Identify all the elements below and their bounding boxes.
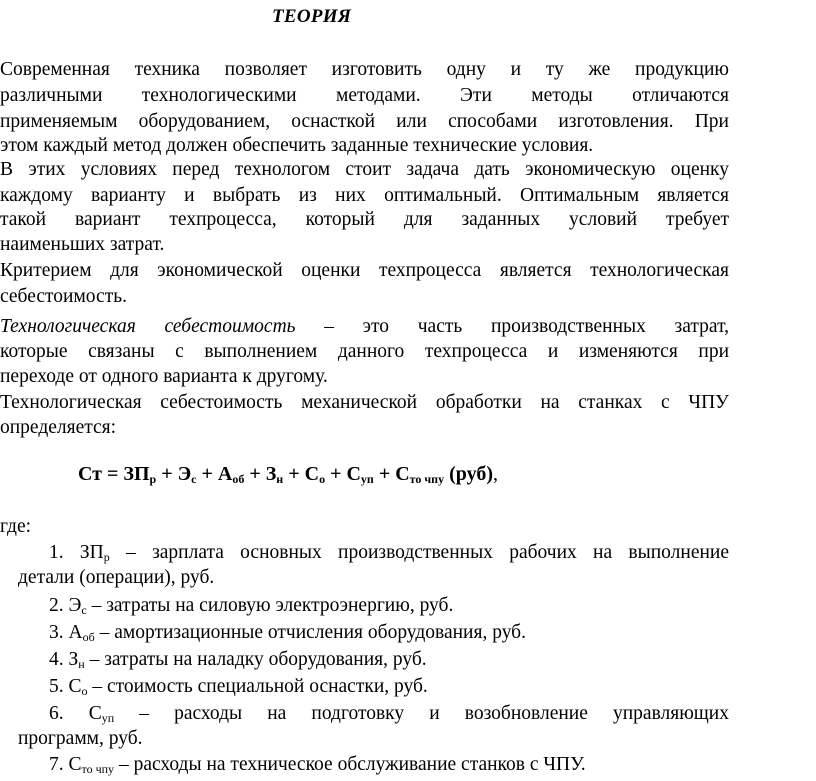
paragraph-1-line-1: Современная техника позволяет изготовить одну и ту же продукцию [0, 59, 729, 80]
paragraph-3-line-1: Критерием для экономической оценки техпроцесса является технологическая [0, 260, 729, 281]
paragraph-2-line-2: каждому варианту и выбрать из них оптимальный. Оптимальным является [0, 185, 729, 206]
document-title: ТЕОРИЯ [272, 6, 352, 27]
paragraph-2-line-3: такой вариант техпроцесса, который для заданных условий требует [0, 209, 729, 230]
list-item-6-continuation: программ, руб. [18, 728, 143, 749]
paragraph-4-line-2: которые связаны с выполнением данного техпроцесса и изменяются при [0, 341, 729, 362]
paragraph-1-line-2: различными технологическими методами. Эти методы отличаются [0, 85, 729, 106]
list-item-2: 2. $Э_с$ – затраты на силовую электроэнергию, руб. [49, 595, 454, 617]
list-item-1-continuation: детали (операции), руб. [18, 567, 215, 588]
definition-term: Технологическая себестоимость [0, 316, 296, 337]
list-item-1: 1. $ЗП_р$ – зарплата основных производственных рабочих на выполнение [49, 542, 729, 564]
list-item-5: 5. $С_о$ – стоимость специальной оснастки, руб. [49, 676, 428, 698]
paragraph-1-line-3: применяемым оборудованием, оснасткой или способами изготовления. При [0, 111, 729, 132]
cost-formula: Ст = $ЗП_р + Э_с + А_{об} + З_н + С_о + С_{уп} + С_{то чпу}$ (руб), [78, 463, 499, 486]
paragraph-2-line-4: наименьших затрат. [0, 234, 165, 255]
where-label: где: [0, 516, 32, 537]
list-item-4: 4. $З_н$ – затраты на наладку оборудования, руб. [49, 649, 427, 671]
list-item-6: 6. $С_{уп}$ – расходы на подготовку и возобновление управляющих [49, 703, 729, 725]
paragraph-3-line-2: себестоимость. [0, 286, 127, 307]
list-item-7: 7. $С_{то чпу}$ – расходы на техническое обслуживание станков с ЧПУ. [49, 754, 586, 776]
paragraph-4-line-3: переходе от одного варианта к другому. [0, 366, 328, 387]
paragraph-1-line-4: этом каждый метод должен обеспечить заданные технические условия. [0, 135, 594, 156]
list-item-3: 3. $А_{об}$ – амортизационные отчисления оборудования, руб. [49, 622, 526, 644]
paragraph-4-line-1 [0, 315, 729, 339]
definition-text: – это часть производственных затрат, [295, 316, 729, 337]
paragraph-5-line-2: определяется: [0, 417, 117, 438]
paragraph-2-line-1: В этих условиях перед технологом стоит задача дать экономическую оценку [0, 159, 729, 180]
paragraph-5-line-1: Технологическая себестоимость механической обработки на станках с ЧПУ [0, 392, 729, 413]
